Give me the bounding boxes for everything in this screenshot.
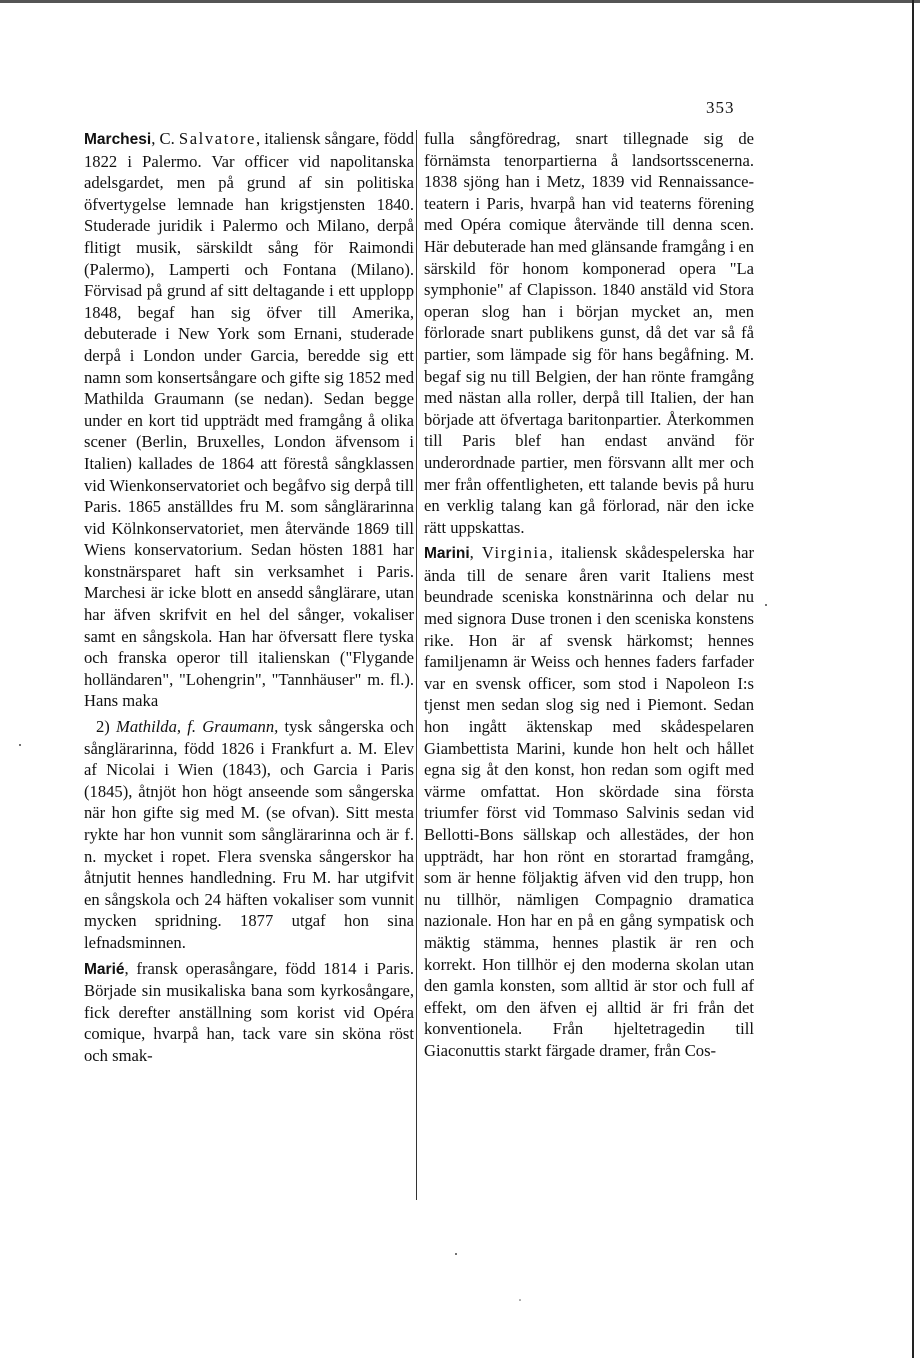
given-name-virginia: Virginia <box>481 543 549 563</box>
speck <box>519 1299 521 1301</box>
entry-body-marie-continued: fulla sångföredrag, snart tillegnade sig de förnämsta tenorpartierna å landsortsscenerna. 1838 sjöng han i Metz, 1839 vid Rennaissance-teatern i Paris, hvarpå han vid teaterns förening med Opéra comique återvände till denna scen. Här debuterade han med glänsande framgång i en särskild för honom komponerad opera "La symphonie" af Clapisson. 1840 anstäld vid Stora operan slog han i början mycket an, men förlorade snart publikens gunst, då det var så få partier, som lämpade sig för hans begåfning. M. begaf sig nu till Belgien, der han rönte framgång med nästan alla roller, derpå till Italien, der han började att öfvertaga baritonpartier. Återkommen till Paris blef han endast använd för underordnade partier, men försvann allt mer och mer från offentligheten, ett talande bevis på huru en verklig talang kan gå förlorad, när den icke rätt uppskattas. <box>424 129 754 537</box>
entry-body-marchesi: , italiensk sångare, född 1822 i Palermo. Var officer vid napolitanska adelsgardet, men på grund af sin politiska öfvertygelse lemnade han krigstjensten 1840. Studerade juridik i Palermo och Milano, derpå flitigt musik, särskildt sång för Raimondi (Palermo), Lamperti och Fontana (Milano). Förvisad på grund af sitt deltagande i ett upplopp 1848, begaf han sig öfver till Amerika, debuterade i New York som Ernani, studerade derpå i London under Garcia, beredde sig ett namn som konsertsångare och gifte sig 1852 med Mathilda Graumann (se nedan). Sedan begge under en kort tid uppträdt med framgång å olika scener (Berlin, Bruxelles, London äfvensom i Italien) kallades de 1864 att förestå sångklassen vid Wienkonservatoriet och begåfvo sig derpå till Paris. 1865 anställdes fru M. som sånglärarinna vid Kölnkonservatoriet, men återvände 1869 till Wiens konservatorium. Sedan hösten 1881 har konstnärsparet haft sin verksamhet i Paris. Marchesi är icke blott en ansedd sånglärare, utan har äfven skrifvit en hel del sånger, vokaliser samt en sångskola. Han har öfversatt flere tyska och franska operor till italienskan ("Flygande holländaren", "Lohengrin", "Tannhäuser" m. fl.). Hans maka <box>84 129 415 711</box>
entry-body-mathilda: tysk sångerska och sånglärarinna, född 1826 i Frankfurt a. M. Elev af Nicolai i Wien (1843), och Garcia i Paris (1845), åtnjöt hon högt anseende som sångerska när hon gifte sig med M. (se ofvan). Sitt mesta rykte har hon vunnit som sånglärarinna och är f. n. mycket i ropet. Flera svenska sångerskor ha åtnjutit hennes handledning. Fru M. har utgifvit en sångskola och 24 häften vokaliser som vunnit mycken spridning. 1877 utgaf hon sina lefnadsminnen. <box>84 717 414 952</box>
speck <box>765 604 767 606</box>
name-separator: , <box>469 543 482 563</box>
entry-body-marie: , fransk operasångare, född 1814 i Paris. Började sin musikaliska bana som kyrkosångare, fick derefter anställning som korist vid Opéra comique, hvarpå han, tack vare sin sköna röst och smak- <box>84 958 414 1065</box>
name-separator: , C. <box>151 129 179 148</box>
page-number: 353 <box>706 98 735 117</box>
headword-marini: Marini <box>424 545 470 563</box>
headword-marchesi: Marchesi <box>84 131 152 148</box>
speck <box>19 744 21 746</box>
entry-body-marini: , italiensk skådespelerska har ända till de senare åren varit Italiens mest beundrade sceniska konstnärinna och delar nu med signora Duse tronen i den sceniska konstens rike. Hon är af svensk härkomst; hennes familjenamn är Weiss och hennes faders farfader var en svensk officer, som stod i Napoleon I:s tjenst men sedan slog sig ned i Piemont. Sedan hon ingått äktenskap med skådespelaren Giambettista Marini, kunde hon helt och hållet egna sig åt den konst, hon redan som ogift med värme omfattat. Hon skördade sina första triumfer först vid Tommaso Salvinis sedan vid Bellotti-Bons sällskap och allestädes, der hon uppträdt, har hon rönt en storartad framgång, som är henne följaktig äfven vid den trupp, hon nu tillhör, nämligen Compagnio dramatica nazionale. Hon har en på en gång sympatisk och mäktig stämma, hennes plastik är ren och korrekt. Hon tillhör ej den moderna skolan utan den gamla konsten, som alltid är stor och full af effekt, om den äfven ej alltid är fri från det konventionela. Från hjeltetragedin till Giaconuttis starkt färgade dramer, från Cos- <box>424 543 755 1060</box>
speck <box>455 1253 457 1255</box>
name-mathilda-graumann: Mathilda, f. Graumann, <box>116 717 279 737</box>
headword-marie: Marié <box>84 960 125 978</box>
given-name-salvatore: Salvatore <box>178 129 256 148</box>
subentry-number: 2) <box>96 717 117 737</box>
